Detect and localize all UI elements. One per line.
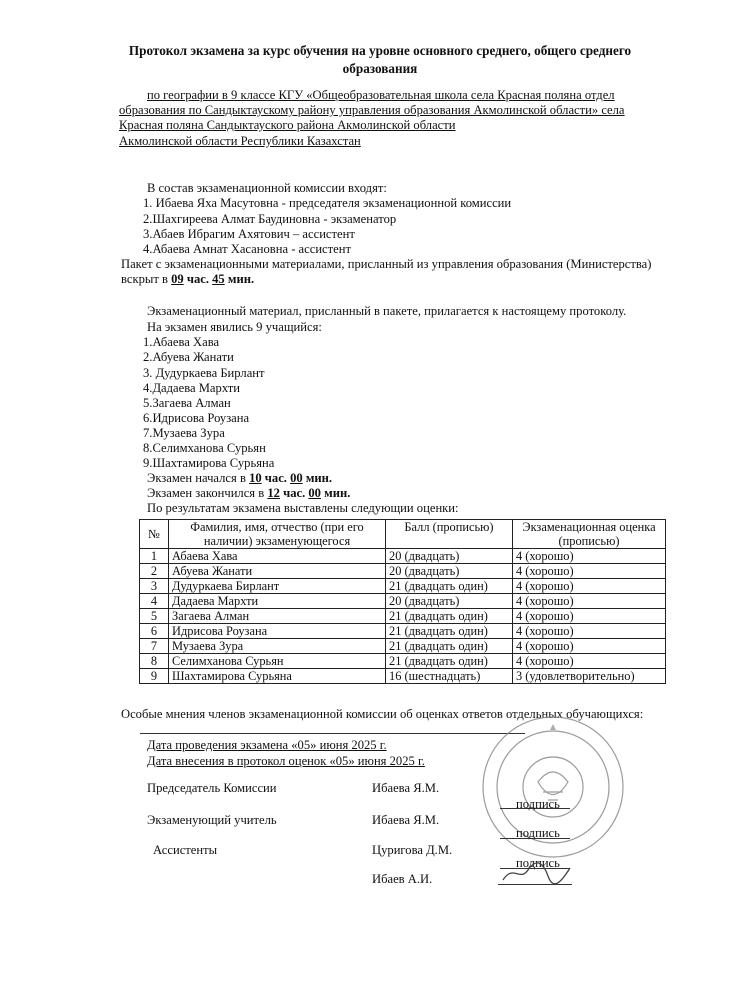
- student-3: 3. Дудуркаева Бирлант: [143, 366, 265, 380]
- student-1: 1.Абаева Хава: [143, 335, 220, 349]
- page-title: Протокол экзамена за курс обучения на уровне основного среднего, общего среднего образования: [128, 43, 632, 76]
- packet-minutes: 45: [212, 272, 225, 286]
- table-row: [140, 639, 666, 654]
- student-name: Загаева Алман: [169, 609, 386, 624]
- exam-end-prefix: Экзамен закончился в: [147, 486, 268, 500]
- row-number: 4: [140, 594, 169, 609]
- student-name: Селимханова Сурьян: [169, 654, 386, 669]
- table-row: [140, 609, 666, 624]
- score: 20 (двадцать): [386, 549, 513, 564]
- row-number: 1: [140, 549, 169, 564]
- grades-table: [139, 519, 666, 684]
- student-5: 5.Загаева Алман: [143, 396, 231, 410]
- header-name: Фамилия, имя, отчество (при его наличии) экзаменующегося: [169, 520, 386, 549]
- score: 21 (двадцать один): [386, 639, 513, 654]
- score: 20 (двадцать): [386, 594, 513, 609]
- student-name: Абуева Жанати: [169, 564, 386, 579]
- grade: 4 (хорошо): [513, 609, 666, 624]
- score: 16 (шестнадцать): [386, 669, 513, 684]
- row-number: 8: [140, 654, 169, 669]
- entry-date: Дата внесения в протокол оценок «05» июня 2025 г.: [147, 754, 425, 768]
- score: 21 (двадцать один): [386, 624, 513, 639]
- header-number: №: [140, 520, 169, 549]
- student-4: 4.Дадаева Мархти: [143, 381, 241, 395]
- signature-name-4: Ибаев А.И.: [372, 872, 433, 886]
- commission-member-4: 4.Абаева Амнат Хасановна - ассистент: [143, 242, 351, 256]
- opinions-line: [140, 733, 525, 734]
- commission-member-2: 2.Шахгиреева Алмат Баудиновна - экзаменатор: [143, 212, 397, 226]
- grade: 4 (хорошо): [513, 639, 666, 654]
- packet-minutes-unit: мин.: [224, 272, 255, 286]
- exam-start-hour: 10: [249, 471, 262, 485]
- row-number: 7: [140, 639, 169, 654]
- exam-start: [147, 471, 332, 486]
- material-line: Экзаменационный материал, присланный в пакете, прилагается к настоящему протоколу.: [147, 304, 627, 318]
- student-name: Шахтамирова Сурьяна: [169, 669, 386, 684]
- signature-name-3: Цуригова Д.М.: [372, 843, 453, 857]
- score: 21 (двадцать один): [386, 579, 513, 594]
- results-intro: По результатам экзамена выставлены следующии оценки:: [147, 501, 459, 515]
- grade: 4 (хорошо): [513, 624, 666, 639]
- grade: 4 (хорошо): [513, 654, 666, 669]
- signature-role-1: Председатель Комиссии: [147, 781, 277, 795]
- header-line-2: образования по Сандыктаускому району управления образования Акмолинской области» села: [119, 103, 625, 117]
- commission-member-3: 3.Абаев Ибрагим Ахятович – ассистент: [143, 227, 355, 241]
- student-name: Абаева Хава: [169, 549, 386, 564]
- commission-member-1: 1. Ибаева Яха Масутовна - председателя экзаменационной комиссии: [143, 196, 512, 210]
- grade: 3 (удовлетворительно): [513, 669, 666, 684]
- row-number: 5: [140, 609, 169, 624]
- exam-start-minutes-unit: мин.: [302, 471, 333, 485]
- exam-start-hour-unit: час.: [261, 471, 291, 485]
- student-8: 8.Селимханова Сурьян: [143, 441, 266, 455]
- table-row: [140, 564, 666, 579]
- signature-label-1: подпись: [516, 797, 560, 811]
- student-6: 6.Идрисова Роузана: [143, 411, 250, 425]
- packet-hour: 09: [171, 272, 184, 286]
- student-9: 9.Шахтамирова Сурьяна: [143, 456, 275, 470]
- exam-end-hour-unit: час.: [279, 486, 309, 500]
- row-number: 2: [140, 564, 169, 579]
- signature-name-1: Ибаева Я.М.: [372, 781, 440, 795]
- signature-role-2: Экзаменующий учитель: [147, 813, 277, 827]
- student-name: Дудуркаева Бирлант: [169, 579, 386, 594]
- row-number: 3: [140, 579, 169, 594]
- packet-line-1: Пакет с экзаменационными материалами, присланный из управления образования (Министерства): [121, 257, 652, 271]
- score: 21 (двадцать один): [386, 609, 513, 624]
- score: 21 (двадцать один): [386, 654, 513, 669]
- grade: 4 (хорошо): [513, 549, 666, 564]
- student-2: 2.Абуева Жанати: [143, 350, 234, 364]
- packet-prefix: вскрыт в: [121, 272, 172, 286]
- header-line-4: Акмолинской области Республики Казахстан: [119, 134, 361, 148]
- attendance-line: На экзамен явились 9 учащийся:: [147, 320, 322, 334]
- exam-start-prefix: Экзамен начался в: [147, 471, 250, 485]
- special-opinions: Особые мнения членов экзаменационной комиссии об оценках ответов отдельных обучающихся:: [121, 707, 644, 721]
- score: 20 (двадцать): [386, 564, 513, 579]
- exam-end-minutes-unit: мин.: [320, 486, 351, 500]
- grade: 4 (хорошо): [513, 579, 666, 594]
- grade: 4 (хорошо): [513, 564, 666, 579]
- student-7: 7.Музаева Зура: [143, 426, 225, 440]
- row-number: 9: [140, 669, 169, 684]
- table-row: [140, 669, 666, 684]
- signature-name-2: Ибаева Я.М.: [372, 813, 440, 827]
- exam-end: [147, 486, 350, 501]
- table-header-row: [140, 520, 666, 549]
- header-line-3: Красная поляна Сандыктауского района Акмолинской области: [119, 118, 456, 132]
- student-name: Музаева Зура: [169, 639, 386, 654]
- handwritten-signature-icon: [498, 856, 578, 888]
- student-name: Дадаева Мархти: [169, 594, 386, 609]
- exam-start-minutes: 00: [290, 471, 303, 485]
- exam-end-minutes: 00: [308, 486, 321, 500]
- header-line-1: по географии в 9 классе КГУ «Общеобразовательная школа села Красная поляна отдел: [147, 88, 615, 102]
- signature-role-3: Ассистенты: [153, 843, 218, 857]
- table-row: [140, 654, 666, 669]
- exam-date: Дата проведения экзамена «05» июня 2025 г.: [147, 738, 387, 752]
- packet-line-2: [121, 272, 254, 287]
- table-row: [140, 594, 666, 609]
- exam-end-hour: 12: [267, 486, 280, 500]
- table-row: [140, 579, 666, 594]
- table-row: [140, 549, 666, 564]
- student-name: Идрисова Роузана: [169, 624, 386, 639]
- signature-label-3: подпись: [516, 856, 560, 870]
- signature-label-2: подпись: [516, 826, 560, 840]
- row-number: 6: [140, 624, 169, 639]
- header-score: Балл (прописью): [386, 520, 513, 549]
- packet-hour-unit: час.: [183, 272, 213, 286]
- commission-intro: В состав экзаменационной комиссии входят:: [147, 181, 387, 195]
- header-grade: Экзаменационная оценка (прописью): [513, 520, 666, 549]
- grade: 4 (хорошо): [513, 594, 666, 609]
- table-row: [140, 624, 666, 639]
